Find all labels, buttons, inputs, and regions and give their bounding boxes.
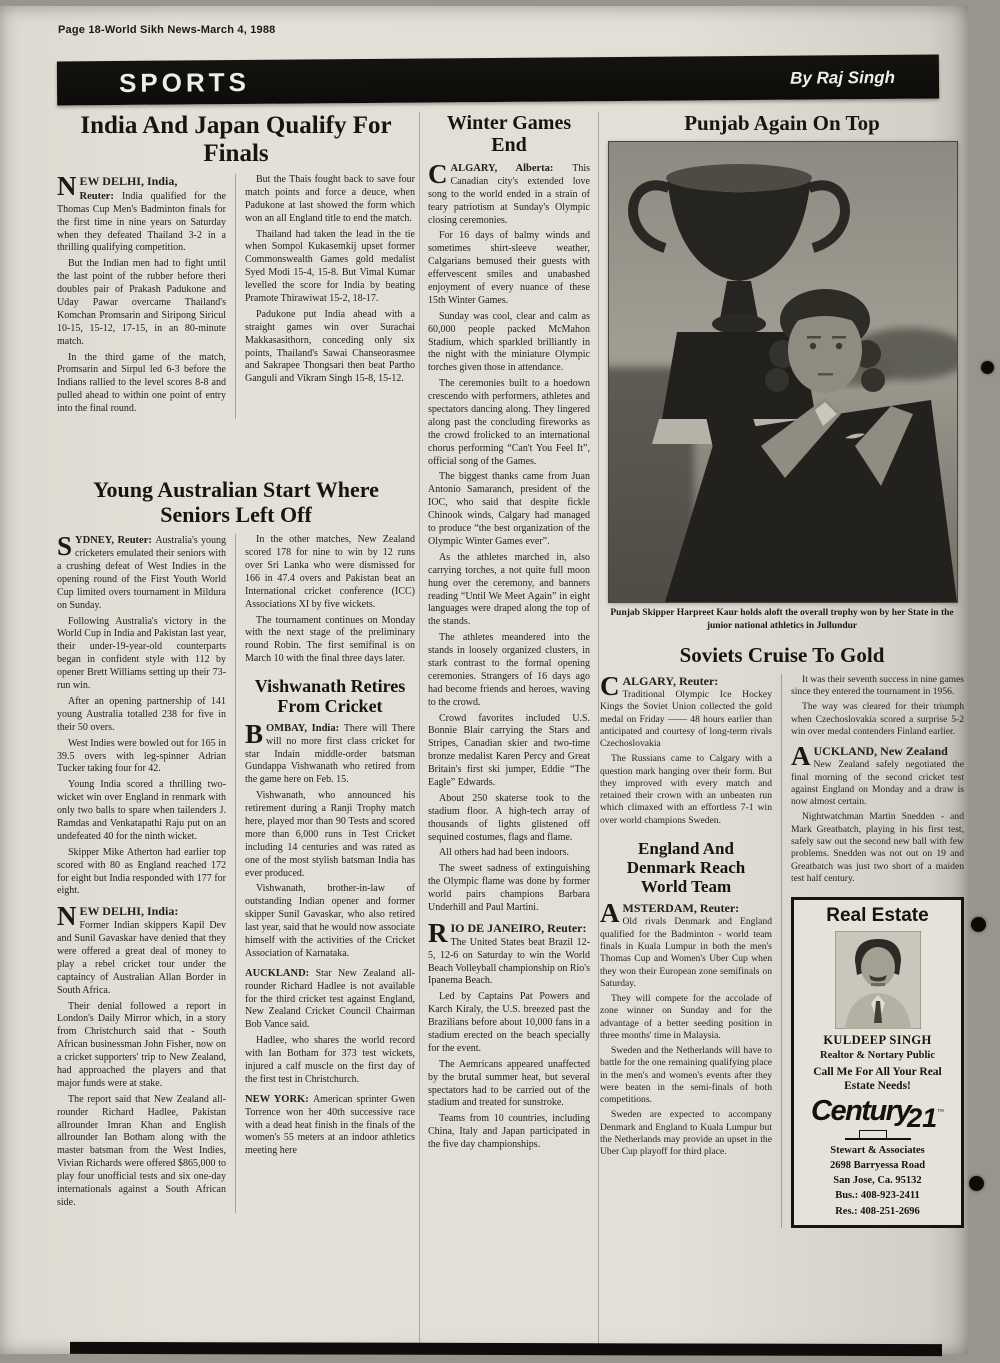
ad-firm: Stewart & Associates (830, 1144, 925, 1156)
drop-cap: R (428, 917, 448, 948)
article-paragraph: The tournament continues on Monday with the next stage of the preliminary round Robin. The first semifinal is on March 10 with the final three days later. (245, 614, 415, 665)
article-paragraph: AUCKLAND: Star New Zealand all-rounder Richard Hadlee is not available for the third cricket test against England, New Zealand Cricket Council Chairman Bob Vance said. (245, 967, 415, 1031)
article-paragraph: RIO DE JANEIRO, Reuter: The United States beat Brazil 12-5, 12-6 on Saturday to win the World Beach Volleyball championship on Rio's Ipanema Beach. (428, 917, 590, 987)
photo-caption: Punjab Skipper Harpreet Kaur holds aloft the overall trophy won by her State in the junior national athletics in Jullundur (610, 608, 954, 631)
drop-cap: C (428, 162, 448, 189)
article-paragraph: NEW DELHI, India: Former Indian skippers Kapil Dev and Sunil Gavaskar have denied that they were offered a great deal of money to play a rebel cricket tour under the captaincy of Australian Allan Border in South Africa. (57, 901, 226, 996)
article-paragraph: The athletes meandered into the stands in loosely organized clusters, in stark contrast to the formal opening ceremonies. Strangers of 16 days ago had become friends and heroes, waving to the crowd. (428, 632, 590, 708)
right-section (600, 112, 964, 1352)
banner-title: SPORTS (118, 66, 251, 98)
dateline: EW DELHI, India: (79, 904, 179, 919)
dateline: IO DE JANEIRO, Reuter: (450, 920, 587, 935)
trademark-symbol: ™ (937, 1107, 944, 1116)
article-paragraph: After an opening partnership of 141 young Australia totalled 238 for five in their 50 overs. (57, 695, 226, 733)
article-paragraph: BOMBAY, India: There will There will no more first class cricket for star Indain middle-order batsman Gundappa Vishwanath who retired from the game here on Feb. 15. (245, 721, 415, 786)
article-paragraph: The biggest thanks came from Juan Antonio Samaranch, president of the IOC, who said that despite fickle Chinook winds, Calgary had managed to produce “the best organization of the Olympic Winter Games ever”. (428, 471, 590, 547)
article-column (236, 174, 415, 419)
century21-word: Century (811, 1094, 911, 1127)
drop-cap: A (600, 901, 620, 929)
trophy-photo (608, 141, 958, 603)
article-headline: Young Australian Start Where Seniors Left Off (93, 478, 379, 527)
article-paragraph: All others had had been indoors. (439, 847, 569, 859)
article-paragraph: Crowd favorites included U.S. Bonnie Blair carrying the Stars and Stripes, Canadian skier and two-time bronze medalist Karen Percy and Great Britain's first ski jumper, Eddie “The Eagle” Edwards. (428, 712, 590, 788)
article-paragraphs (245, 722, 415, 1162)
article-paragraph: Sweden are expected to accompany Denmark and England to Kuala Lumpur but the Netherlands may provide an upset in the Uber Cup playoff for third place. (600, 1109, 772, 1158)
dateline: MSTERDAM, Reuter: (622, 901, 740, 916)
article-paragraph: NEW DELHI, India, Reuter: India qualified for the Thomas Cup Men's Badminton finals for the first time in nine years on Saturday when they defeated Thailand 3-2 in a thrilling qualifying competition. (57, 174, 226, 254)
article-paragraph: For 16 days of balmy winds and sometimes shirt-sleeve weather, Calgarians bemused their guests with effervescent smiles and unabashed enjoyment of every nuance of these 15th Winter Games. (428, 230, 590, 306)
article-paragraph: But the Indian men had to fight until the last point of the rubber before theri doubles pair of Prakash Padukone and Uday Pawar overcame Thailand's Komchan Promsarin and Siripong Siricul 10-15, 15-12, 17-15, in an 80-minute match. (57, 258, 226, 347)
article-paragraph: Thailand had taken the lead in the tie when Sompol Kukasemkij upset former Commonswealth Games gold medalist Syed Modi 15-4, 15-8. But Vimal Kumar levelled the score for India by beating Pramote Thirawiwat 15-2, 18-17. (245, 228, 415, 305)
article-paragraph: Skipper Mike Atherton had earlier top scored with 80 as England reached 172 for eight but India responded with 177 for eight. (57, 846, 226, 897)
drop-cap: A (791, 741, 811, 772)
realtor-portrait (835, 931, 921, 1029)
article-paragraph: Following Australia's victory in the World Cup in India and Pakistan last year, their under-19-year-old counterparts began in confident style with 112 by opener Brett Williams setting up their 73-run win. (57, 615, 226, 692)
article-paragraphs (428, 162, 590, 1155)
article-headline: England And Denmark Reach World Team (626, 839, 746, 897)
article-paragraphs (791, 674, 964, 888)
dateline: AUCKLAND: (245, 967, 316, 979)
article-badminton (57, 112, 415, 478)
article-paragraph: About 250 skaterse took to the stadium floor. A high-tech array of thousands of lights glistened off sequined costumes, flags and flame. (428, 792, 590, 843)
article-paragraph: Hadlee, who shares the world record with Ian Botham for 373 test wickets, injured a calf muscle on the first day of the first test in Christchurch. (245, 1035, 415, 1085)
article-paragraph: In the other matches, New Zealand scored 178 for nine to win by 12 runs over Sri Lanka who were dismissed for 166 in 47.4 overs and Pakistan beat an International cricket conference (ICC) Associations XI by five wickets. (245, 534, 415, 610)
article-paragraph: Vishwanath, who announced his retirement during a Ranji Trophy match here, played mor than 90 Tests and scored more than 6,000 runs in Test Cricket including 14 centuries and was rated as one of the most stylish batsman India has ever produced. (245, 790, 415, 879)
article-paragraph: Sweden and the Netherlands will have to battle for the one remaining qualifying place in the men's and women's events after they were beaten in the semi-finals of both competitions. (600, 1045, 772, 1106)
article-headline: Soviets Cruise To Gold (679, 642, 885, 667)
article-paragraph: SYDNEY, Reuter: Australia's young cricketers emulated their seniors with a crushing defeat of West Indies in the opening round of the First Youth World Cup limited overs tournament in Mildura on Sunday. (57, 534, 226, 611)
ad-title: Real Estate (826, 905, 929, 927)
article-paragraph: AUCKLAND, New Zealand New Zealand safely negotiated the final morning of the second cricket test against England on Monday and a draw is now almost certain. (791, 741, 964, 808)
article-paragraph: The Russians came to Calgary with a question mark hanging over their form. But they improved with every match and retained their crown with an unbeaten run which climaxed with an effortless 7-1 win over world champions Sweden. (600, 753, 772, 826)
article-paragraph: CALGARY, Reuter: Traditional Olympic Ice Hockey Kings the Soviet Union collected the gold medal on Friday —— 48 hours earlier than anticipated and courtesy of long-term rivals Czechoslovakia (600, 673, 772, 750)
article-paragraph: The report said that New Zealand all-rounder Richard Hadlee, Pakistan allrounder Imran Khan and English allrounder Ian Botham along with the master batsman from the West Indies, Vivian Richards were offered $865,000 to play four unofficial tests and six one-day internationals against a South African side. (57, 1093, 226, 1208)
ad-contact-lines (799, 1143, 956, 1219)
dateline: Reuter: (79, 190, 123, 202)
article-column (236, 534, 415, 1213)
article-column (57, 534, 236, 1213)
ad-tagline: Call Me For All Your Real Estate Needs! (813, 1065, 942, 1093)
article-paragraph: AMSTERDAM, Reuter: Old rivals Denmark and England qualified for the Badminton - world team finals in Kuala Lumpur in both the men's Thomas Cup and Women's Uber Cup when they won their European zone semifinals on Saturday. (600, 901, 772, 989)
drop-cap: B (245, 721, 264, 749)
drop-cap: S (57, 534, 73, 562)
dateline: YDNEY, Reuter: (75, 535, 156, 547)
dateline: EW DELHI, India, (79, 174, 178, 188)
article-winter-games (419, 112, 599, 1348)
article-paragraphs (600, 901, 772, 1161)
article-paragraph: In the third game of the match, Promsarin and Sirpul led 6-3 before the Indians rallied to the level scores 8-8 and pulled ahead to within one point of entry into the final round. (57, 351, 226, 415)
article-paragraph: Teams from 10 countries, including China, Italy and Japan participated in the five day championships. (428, 1113, 590, 1151)
dateline: NEW YORK: (245, 1093, 313, 1105)
article-subheadline: Vishwanath Retires From Cricket (254, 676, 406, 716)
bottom-scan-bar (70, 1342, 942, 1356)
dateline: OMBAY, India: (266, 722, 344, 734)
article-headline: Winter Games End (446, 112, 572, 156)
article-paragraph: CALGARY, Alberta: This Canadian city's extended love song to the world ended in a strain of teary patriotism at Sunday's Olympic closing ceremonies. (428, 162, 590, 226)
article-paragraph: They will compete for the accolade of zone winner on Sunday and for the advantage of a better seeding position in three months' time in Malaysia. (600, 993, 772, 1041)
article-paragraph: But the Thais fought back to save four match points and force a deuce, when Padukone at last showed the form which won an all England title to end the match. (245, 174, 415, 224)
ad-address1: 2698 Barryessa Road (829, 1159, 926, 1171)
real-estate-ad (791, 897, 964, 1228)
hole-punch-dot (971, 917, 986, 932)
drop-cap: C (600, 673, 620, 701)
article-paragraph: NEW YORK: American sprinter Gwen Torrence won her 40th successive race with a dead heat finish in the finals of the women's 55 meters at an indoor athletics meeting here (245, 1093, 415, 1157)
sports-banner (57, 55, 939, 106)
hole-punch-dot (981, 361, 994, 374)
article-paragraph: Led by Captains Pat Powers and Karch Kiraly, the U.S. breezed past the Brazilians before about 10,000 fans in a stadium erected on the beach specially for the event. (428, 991, 590, 1054)
ad-realtor-role: Realtor & Nortary Public (820, 1049, 935, 1061)
banner-byline: By Raj Singh (790, 67, 896, 88)
ad-realtor-name: KULDEEP SINGH (823, 1032, 932, 1047)
article-column (57, 174, 236, 419)
article-paragraph: Young India scored a thrilling two-wicket win over England in renmark with only two balls to spare when tailenders J. Ramdas and Venkatapathi Raju put on an undefeated 40 for the ninth wicket. (57, 779, 226, 842)
article-youth-cricket (57, 478, 415, 1348)
article-paragraph: Vishwanath, brother-in-law of outstanding Indian opener and former skipper Sunil Gavaskar, who also retired last year, said that he would now associate himself with the activities of the Cricket Association of Karnataka. (245, 883, 415, 959)
article-paragraph: West Indies were bowled out for 165 in 39.5 overs with leg-spinner Adrian Tucker taking four for 42. (57, 737, 226, 775)
century21-number: 21 (907, 1102, 938, 1133)
drop-cap: N (57, 174, 77, 201)
ad-phone-res: Res.: 408-251-2696 (835, 1205, 920, 1217)
article-column (782, 674, 964, 1228)
dateline: ALGARY, Reuter: (622, 673, 719, 688)
article-paragraph: The way was cleared for their triumph when Czechoslovakia scored a surprise 5-2 win over medal contenders Finland earlier. (791, 701, 964, 737)
article-paragraph: As the athletes marched in, also carrying torches, a not quite full moon hung over the ceremony, and banners reading “Until We Meet Again” in eight languages were draped along the top of the stands. (428, 551, 590, 628)
page-header-line: Page 18-World Sikh News-March 4, 1988 (58, 24, 276, 36)
article-paragraph: Nightwatchman Martin Snedden - and Mark Greatbatch, playing in his first test, safely saw out the second new ball with few problems. Snedden was not out on 19 and Greatbatch was just two short of a maiden test half century. (791, 811, 964, 884)
article-paragraphs (600, 674, 772, 830)
article-paragraph: Padukone put India ahead with a straight games win over Surachai Makkasasithorn, conceding only six points, Thailand's Sawai Chanseorasmee and Sakrapee Thongsari then beat Partho Ganguli and Vikram Singh 15-8, 15-12. (245, 308, 415, 385)
article-column (600, 674, 782, 1228)
article-paragraph: The Aemricans appeared unaffected by the brutal summer heat, but several spectators had to be carried out of the stadium and treated for sunstroke. (428, 1058, 590, 1109)
article-paragraph: Sunday was cool, clear and calm as 60,000 people packed McMahon Stadium, which sparkled brilliantly in the night with the miniature Olympic torches given those in attendance. (428, 310, 590, 374)
century21-logo (799, 1094, 956, 1133)
article-headline: Punjab Again On Top (684, 112, 880, 135)
ad-phone-bus: Bus.: 408-923-2411 (835, 1190, 920, 1202)
article-paragraphs (245, 534, 415, 669)
hole-punch-dot (969, 1176, 984, 1191)
article-paragraph: The ceremonies built to a hoedown crescendo with performers, athletes and spectators dancing along. They lingered along past the concluding fireworks as the crowd frolicked to an international chorus performing “Can't You Feel It”, official song of the Games. (428, 378, 590, 467)
century21-building-icon (845, 1128, 911, 1140)
article-paragraph: Their denial followed a report in London's Daily Mirror which, in a story from Christchurch said that - South African businessman John Fisher, now on a cricket supporters' trip to New Zealand, had approached the players and that major funds were at stake. (57, 1000, 226, 1089)
drop-cap: N (57, 901, 77, 932)
article-paragraph: It was their seventh success in nine games since they entered the tournament in 1956. (791, 673, 964, 697)
article-headline: India And Japan Qualify For Finals (80, 112, 392, 167)
dateline: ALGARY, Alberta: (450, 163, 573, 174)
article-paragraph: The sweet sadness of extinguishing the Olympic flame was done by former world pairs champions Barbara Underhill and Paul Martini. (428, 863, 590, 913)
ad-address2: San Jose, Ca. 95132 (833, 1175, 922, 1187)
dateline: UCKLAND, New Zealand (813, 744, 948, 759)
